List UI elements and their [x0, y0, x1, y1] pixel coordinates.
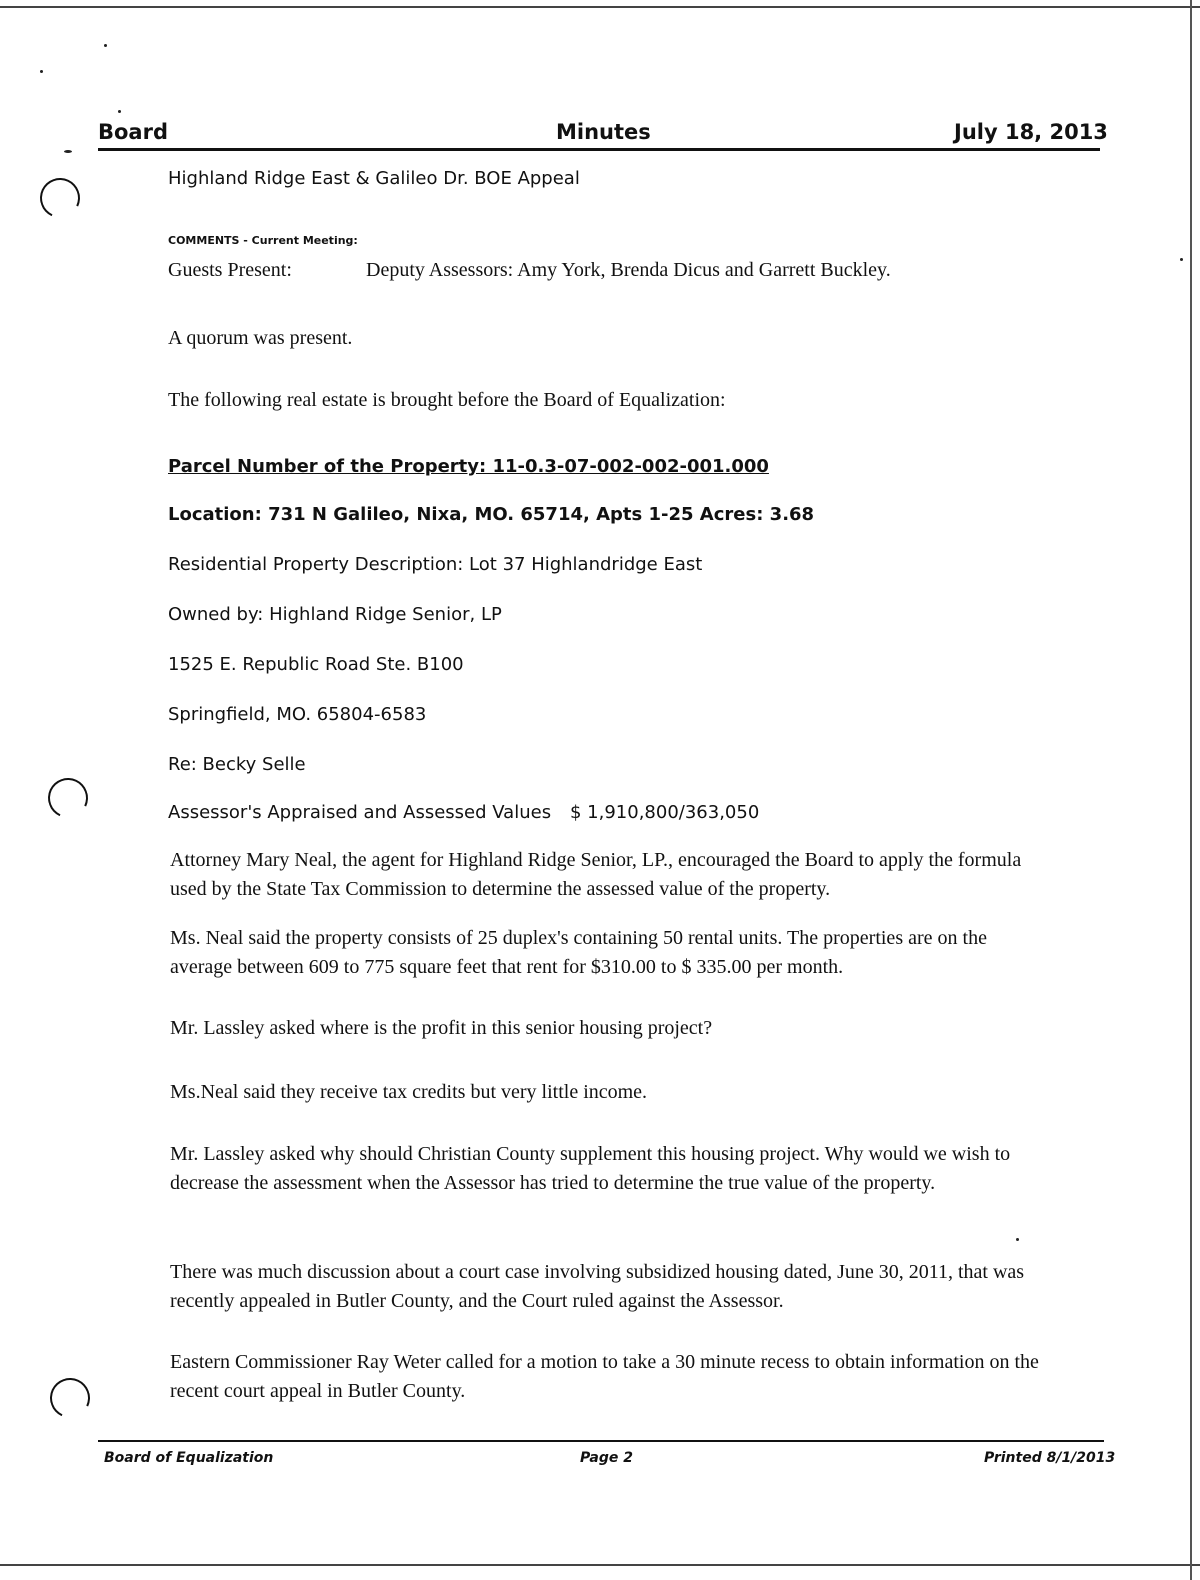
scan-speck — [104, 44, 107, 47]
scan-speck — [1180, 258, 1183, 261]
punch-hole-bottom — [44, 1372, 95, 1423]
scan-edge-right — [1190, 0, 1192, 1580]
owner-line: Owned by: Highland Ridge Senior, LP — [168, 604, 502, 625]
subject-line: Highland Ridge East & Galileo Dr. BOE Appeal — [168, 168, 580, 189]
footer-left: Board of Equalization — [104, 1450, 274, 1466]
values-amount: $ 1,910,800/363,050 — [570, 802, 760, 823]
property-description: Residential Property Description: Lot 37 Highlandridge East — [168, 554, 703, 575]
header-right-date: July 18, 2013 — [954, 120, 1108, 144]
header-left-board: Board — [98, 120, 168, 144]
parcel-number: Parcel Number of the Property: 11-0.3-07-002-002-001.000 — [168, 456, 769, 477]
paragraph-court-case: There was much discussion about a court case involving subsidized housing dated, June 30, 2011, that was recently appealed in Butler County, and the Court ruled against the Assessor. — [170, 1261, 1025, 1312]
paragraph-tax-credits: Ms.Neal said they receive tax credits but very little income. — [170, 1081, 648, 1103]
intro-text: The following real estate is brought before the Board of Equalization: — [168, 389, 726, 411]
values-label: Assessor's Appraised and Assessed Values — [168, 802, 552, 823]
scan-speck — [64, 150, 72, 153]
header-center-minutes: Minutes — [556, 120, 651, 144]
scan-edge-top — [0, 6, 1200, 8]
footer-rule — [98, 1440, 1104, 1442]
scan-speck — [1016, 1238, 1019, 1241]
scan-speck — [40, 70, 43, 73]
guests-value: Deputy Assessors: Amy York, Brenda Dicus and Garrett Buckley. — [366, 259, 891, 281]
footer-page-number: Page 2 — [580, 1450, 633, 1466]
paragraph-profit-question: Mr. Lassley asked where is the profit in this senior housing project? — [170, 1017, 713, 1039]
owner-address-line1: 1525 E. Republic Road Ste. B100 — [168, 654, 464, 675]
scan-edge-bottom — [0, 1564, 1200, 1566]
paragraph-agent: Attorney Mary Neal, the agent for Highland Ridge Senior, LP., encouraged the Board to apply the formula used by the State Tax Commission to determine the assessed value of the property. — [170, 849, 1022, 900]
punch-hole-top — [34, 172, 85, 223]
header-rule — [98, 148, 1100, 151]
guests-label: Guests Present: — [168, 259, 292, 281]
paragraph-recess-motion: Eastern Commissioner Ray Weter called for a motion to take a 30 minute recess to obtain information on the recent court appeal in Butler County. — [170, 1351, 1039, 1402]
quorum-text: A quorum was present. — [168, 327, 353, 349]
location-line: Location: 731 N Galileo, Nixa, MO. 65714, Apts 1-25 Acres: 3.68 — [168, 504, 815, 525]
scan-speck — [118, 110, 121, 113]
punch-hole-middle — [42, 772, 93, 823]
paragraph-supplement-question: Mr. Lassley asked why should Christian County supplement this housing project. Why would we wish to decrease the assessment when the Assessor has tried to determine the true value of the property. — [170, 1143, 1011, 1194]
owner-address-line2: Springfield, MO. 65804-6583 — [168, 704, 427, 725]
paragraph-property-units: Ms. Neal said the property consists of 25 duplex's containing 50 rental units. The properties are on the average between 609 to 775 square feet that rent for $310.00 to $ 335.00 per month. — [170, 927, 987, 978]
comments-label: COMMENTS - Current Meeting: — [168, 234, 358, 247]
re-line: Re: Becky Selle — [168, 754, 306, 775]
footer-printed-date: Printed 8/1/2013 — [984, 1450, 1116, 1466]
